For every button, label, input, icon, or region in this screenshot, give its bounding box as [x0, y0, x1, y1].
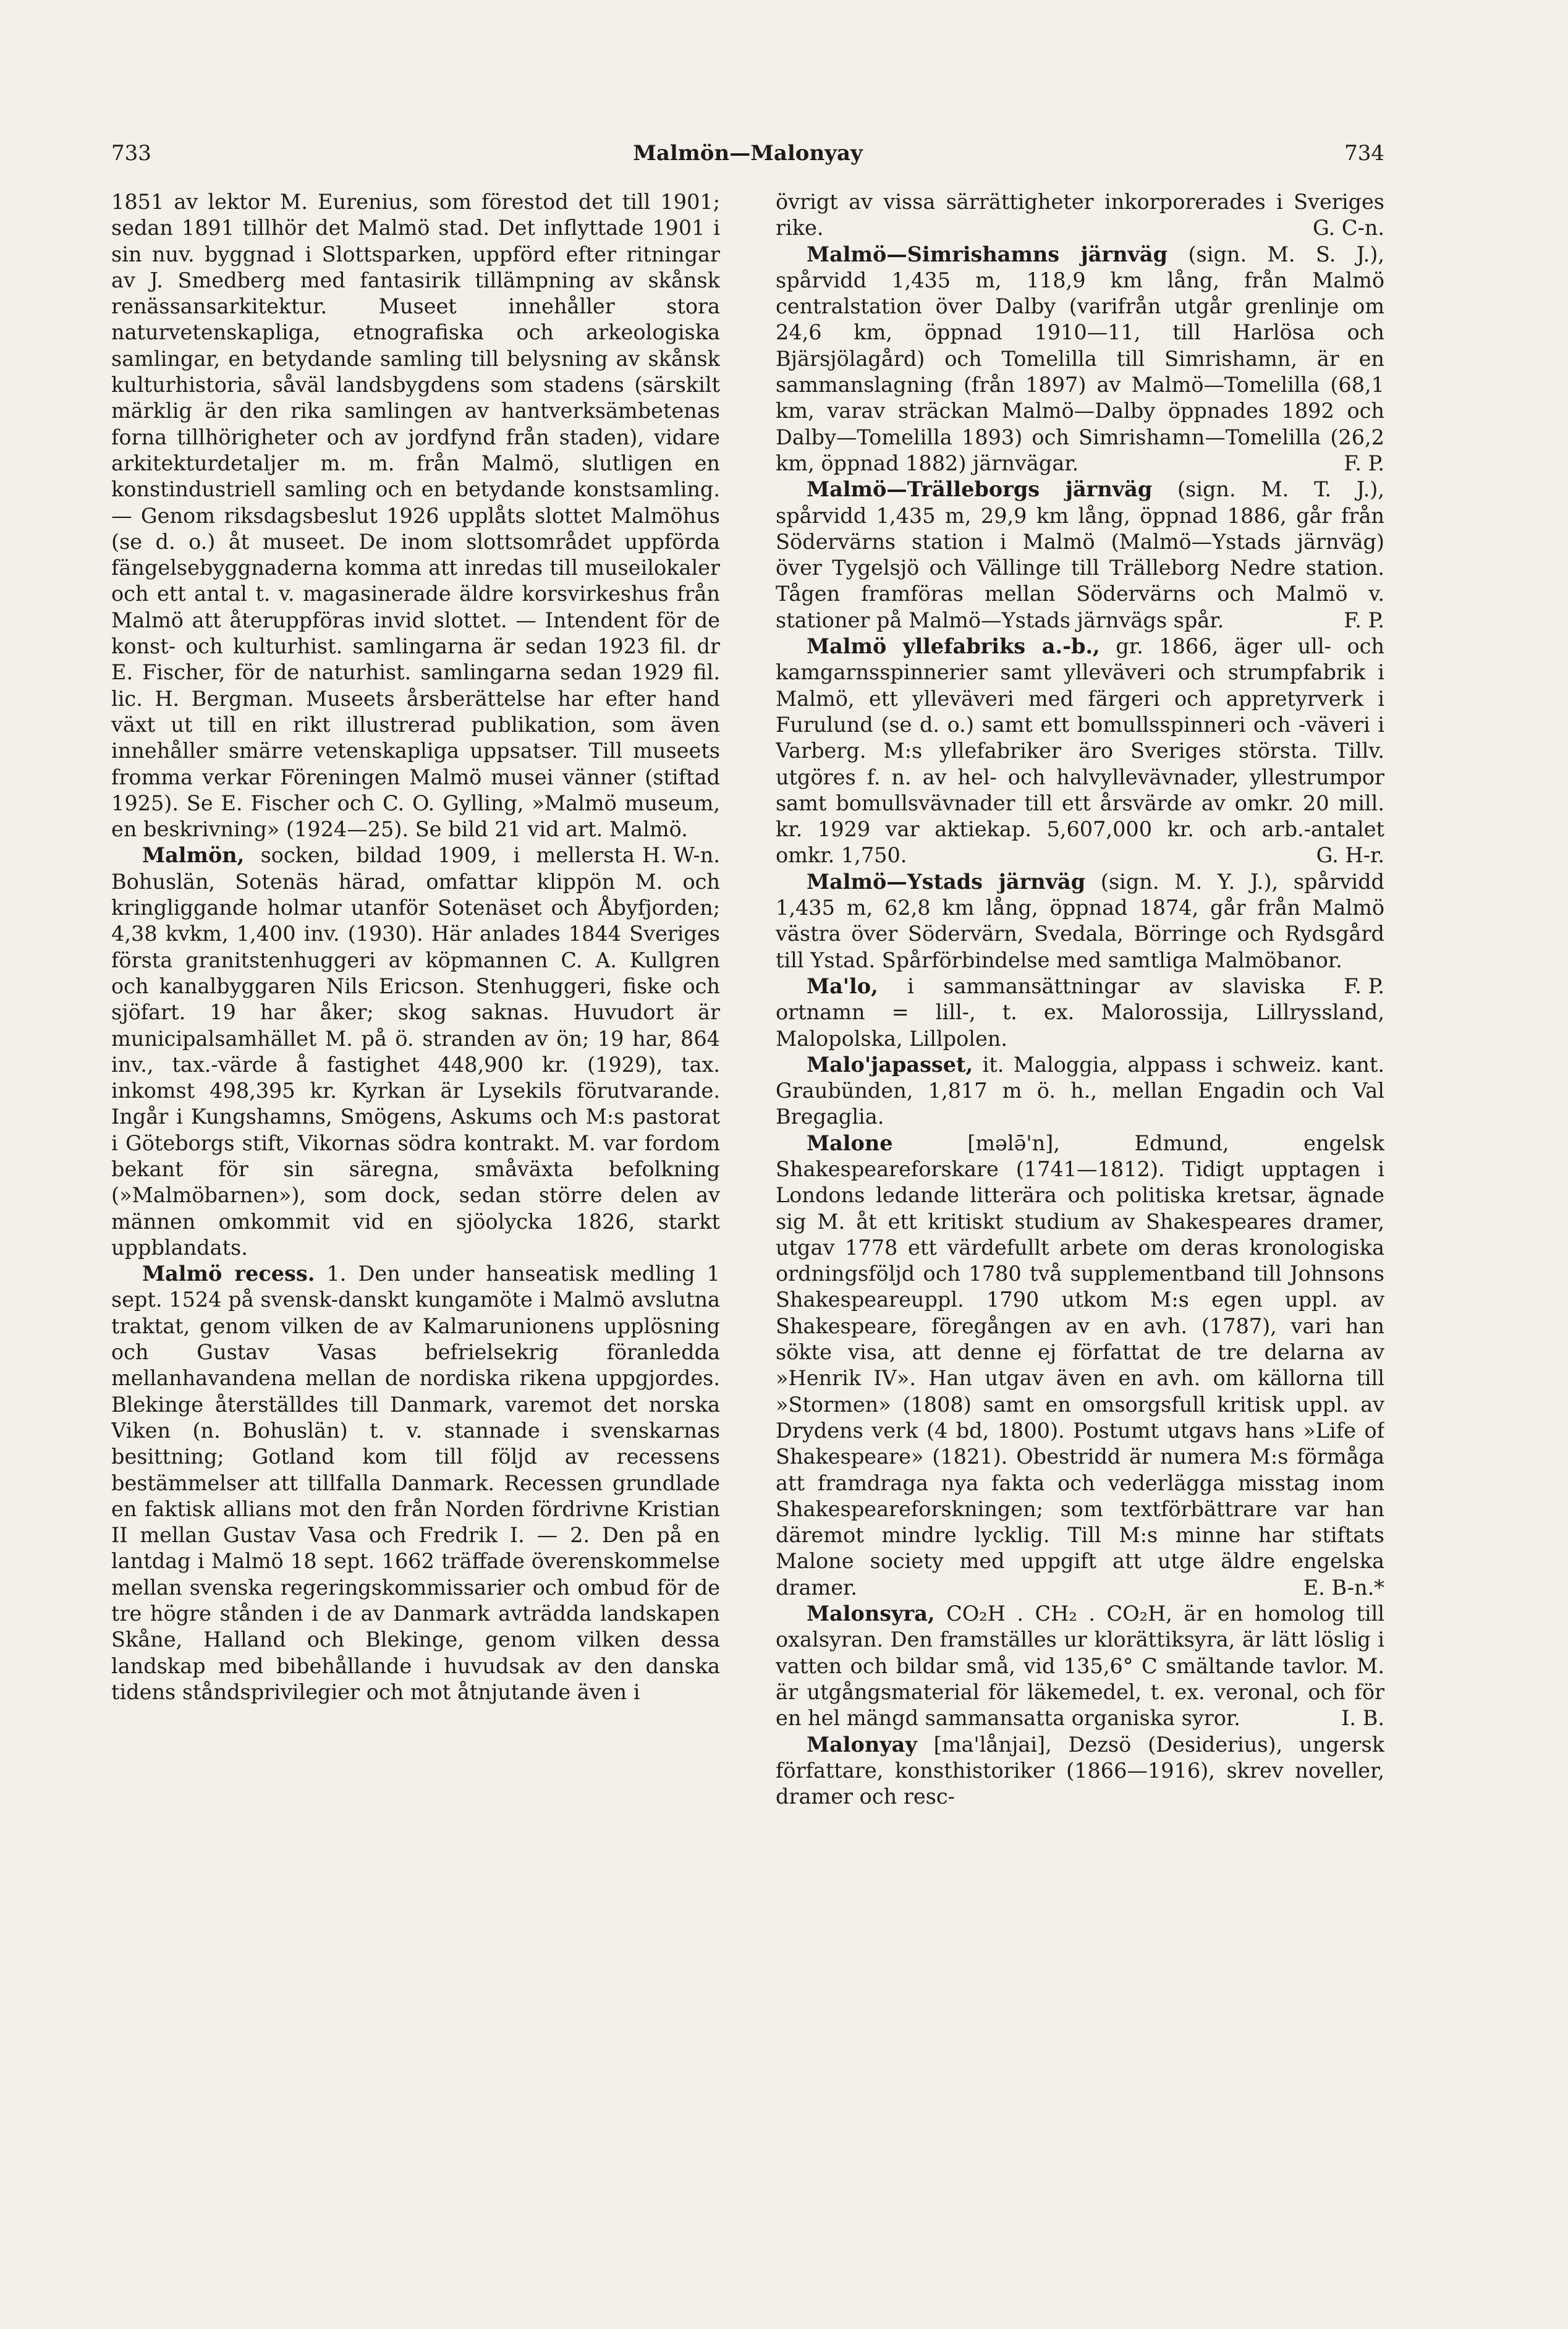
- entry-malone: [776, 1131, 1384, 1601]
- entry-simrishamns-jarnvag: [776, 242, 1384, 477]
- entry-text: CO₂H . CH₂ . CO₂H, är en homolog till oxalsyran. Den framställes ur klorättiksyra, är lätt löslig i vatten och bildar små, vid 135,6° C smältande tavlor. M. är utgångsmaterial för läkemedel, t. ex. veronal, och för en hel mängd sammansatta organiska syror.: [776, 1601, 1384, 1731]
- entry-signature: H. W-n.: [642, 843, 720, 868]
- entry-headword: Malmö—Ystads järnväg: [807, 869, 1086, 894]
- page-number-right: 734: [1344, 141, 1384, 166]
- entry-text: (sign. M. T. J.), spårvidd 1,435 m, 29,9 km lång, öppnad 1886, går från Södervärns station i Malmö (Malmö—Ystads järnväg) över Tygelsjö och Vällinge till Trälleborg Nedre station. Tågen framföras mellan Södervärns och Malmö v. stationer på Malmö—Ystads järnvägs spår.: [776, 477, 1384, 632]
- entry-signature: G. C-n.: [1312, 216, 1384, 240]
- entry-signature: E. B-n.*: [1303, 1575, 1384, 1600]
- entry-text: socken, bildad 1909, i mellersta Bohuslän, Sotenäs härad, omfattar klippön M. och kringliggande holmar utanför Sotenäset och Åbyfjorden; 4,38 kvkm, 1,400 inv. (1930). Här anlades 1844 Sveriges första granitstenhuggeri av köpmannen C. A. Kullgren och kanalbyggaren Nils Ericson. Stenhuggeri, fiske och sjöfart. 19 har åker; skog saknas. Huvudort är municipalsamhället M. på ö. stranden av ön; 19 har, 864 inv., tax.-värde å fastighet 448,900 kr. (1929), tax. inkomst 498,395 kr. Kyrkan är Lysekils förutvarande. Ingår i Kungshamns, Smögens, Askums och M:s pastorat i Göteborgs stift, Vikornas södra kontrakt. M. var fordom bekant för sin säregna, småväxta befolkning (»Malmöbarnen»), som dock, sedan större delen av männen omkommit vid en sjöolycka 1826, starkt uppblandats.: [111, 843, 720, 1260]
- entry-yllefabriks: [776, 634, 1384, 869]
- entry-malo: [776, 974, 1384, 1052]
- entry-malonsyra: [776, 1601, 1384, 1731]
- entry-malmon: [111, 842, 720, 1261]
- entry-text: (sign. M. S. J.), spårvidd 1,435 m, 118,9 km lång, från Malmö centralstation över Dalby (varifrån utgår grenlinje om 24,6 km, öppnad 1910—11, till Harlösa och Bjärsjölagård) och Tomelilla till Simrishamn, är en sammanslagning (från 1897) av Malmö—Tomelilla (68,1 km, varav sträckan Malmö—Dalby öppnades 1892 och Dalby—Tomelilla 1893) och Simrishamn—Tomelilla (26,2 km, öppnad 1882) järnvägar.: [776, 242, 1384, 475]
- entry-headword: Malmö—Simrishamns järnväg: [807, 242, 1168, 266]
- entry-signature: F. P.: [1344, 974, 1384, 998]
- entry-headword: Malmön,: [142, 843, 245, 868]
- entry-signature: G. H-r.: [1316, 843, 1384, 868]
- entry-trelleborgs-jarnvag: [776, 477, 1384, 634]
- entry-text: övrigt av vissa särrättigheter inkorporerades i Sveriges rike.: [776, 190, 1384, 240]
- entry-signature: F. P.: [1344, 608, 1384, 632]
- entry-text: (sign. M. Y. J.), spårvidd 1,435 m, 62,8 km lång, öppnad 1874, går från Malmö västra över Södervärn, Svedala, Börringe och Rydsgård till Ystad. Spårförbindelse med samtliga Malmöbanor.: [776, 869, 1384, 972]
- entry-signature: I. B.: [1341, 1706, 1384, 1731]
- entry-text: 1851 av lektor M. Eurenius, som förestod det till 1901; sedan 1891 tillhör det Malmö stad. Det inflyttade 1901 i sin nuv. byggnad i Slottsparken, uppförd efter ritningar av J. Smedberg med fantasirik tillämpning av skånsk renässansarkitektur. Museet innehåller stora naturvetenskapliga, etnografiska och arkeologiska samlingar, en betydande samling till belysning av skånsk kulturhistoria, såväl landsbygdens som stadens (särskilt märklig är den rika samlingen av hantverksämbetenas forna tillhörigheter och av jordfynd från staden), vidare arkitekturdetaljer m. m. från Malmö, slutligen en konstindustriell samling och en betydande konstsamling. — Genom riksdagsbeslut 1926 upplåts slottet Malmöhus (se d. o.) åt museet. De inom slottsområdet uppförda fängelsebyggnaderna komma att inredas till museilokaler och ett antal t. v. magasinerade äldre korsvirkeshus från Malmö att återuppföras invid slottet. — Intendent för de konst- och kulturhist. samlingarna är sedan 1923 fil. dr E. Fischer, för de naturhist. samlingarna sedan 1929 fil. lic. H. Bergman. Museets årsberättelse har efter hand växt ut till en rikt illustrerad publikation, som även innehåller smärre vetenskapliga uppsatser. Till museets fromma verkar Föreningen Malmö musei vänner (stiftad 1925). Se E. Fischer och C. O. Gylling, »Malmö museum, en beskrivning» (1924—25). Se bild 21 vid art. Malmö.: [111, 190, 720, 842]
- entry-text: gr. 1866, äger ull- och kamgarnsspinnerier samt ylleväveri och strumpfabrik i Malmö, ett ylleväveri med färgeri och appretyrverk i Furulund (se d. o.) samt ett bomullsspinneri och -väveri i Varberg. M:s yllefabriker äro Sveriges största. Tillv. utgöres f. n. av hel- och halvyllevävnader, yllestrumpor samt bomullsvävnader till ett årsvärde av omkr. 20 mill. kr. 1929 var aktiekap. 5,607,000 kr. och arb.-antalet omkr. 1,750.: [776, 634, 1384, 868]
- entry-text: it. Maloggia, alppass i schweiz. kant. Graubünden, 1,817 m ö. h., mellan Engadin och Val Bregaglia.: [776, 1052, 1384, 1129]
- entry-headword: Malmö yllefabriks a.-b.,: [807, 634, 1100, 659]
- entry-text: [ma'lånjai], Dezsö (Desiderius), ungersk författare, konsthistoriker (1866—1916), skrev noveller, dramer och resc-: [776, 1732, 1384, 1809]
- entry-text: 1. Den under hanseatisk medling 1 sept. 1524 på svensk-danskt kungamöte i Malmö avslutna traktat, genom vilken de av Kalmarunionens upplösning och Gustav Vasas befrielsekrig föranledda mellanhavandena mellan de nordiska rikena uppgjordes. Blekinge återställdes till Danmark, varemot det norska Viken (n. Bohuslän) t. v. stannade i svenskarnas besittning; Gotland kom till följd av recessens bestämmelser att tillfalla Danmark. Recessen grundlade en faktisk allians mot den från Norden fördrivne Kristian II mellan Gustav Vasa och Fredrik I. — 2. Den på en lantdag i Malmö 18 sept. 1662 träffade överenskommelse mellan svenska regeringskommissarier och ombud för de tre högre stånden i de av Danmark avträdda landskapen Skåne, Halland och Blekinge, genom vilken dessa landskap med bibehållande i huvudsak av den danska tidens ståndsprivilegier och mot åtnjutande även i: [111, 1262, 720, 1704]
- entry-headword: Malo'japasset,: [807, 1052, 973, 1077]
- entry-malmo-recess: [111, 1261, 720, 1705]
- entry-signature: F. P.: [1344, 451, 1384, 475]
- entry-malojapasset: [776, 1052, 1384, 1131]
- entry-headword: Malmö—Trälleborgs järnväg: [807, 477, 1153, 502]
- right-column: [776, 189, 1384, 2223]
- page-header: [111, 141, 1384, 178]
- page-number-left: 733: [111, 141, 151, 166]
- entry-headword: Malonsyra,: [807, 1601, 935, 1626]
- entry-malonyay: [776, 1732, 1384, 1810]
- entry-text: i sammansättningar av slaviska ortnamn = lill-, t. ex. Malorossija, Lillryssland, Malopolska, Lillpolen.: [776, 974, 1384, 1051]
- entry-continuation: [776, 189, 1384, 242]
- entry-text: [mələ̄'n], Edmund, engelsk Shakespeareforskare (1741—1812). Tidigt upptagen i Londons ledande litterära och politiska kretsar, ägnade sig M. åt ett kritiskt studium av Shakespeares dramer, utgav 1778 ett värdefullt arbete om deras kronologiska ordningsföljd och 1780 två supplementband till Johnsons Shakespeareuppl. 1790 utkom M:s egen uppl. av Shakespeare, föregången av en avh. (1787), vari han sökte visa, att denne ej författat de tre delarna av »Henrik IV». Han utgav även en avh. om källorna till »Stormen» (1808) samt en omsorgsfull kritisk uppl. av Drydens verk (4 bd, 1800). Postumt utgavs hans »Life of Shakespeare» (1821). Obestridd är numera M:s förmåga att framdraga nya fakta och vederlägga misstag inom Shakespeareforskningen; som textförbättrare var han däremot mindre lycklig. Till M:s minne har stiftats Malone society med uppgift att utge äldre engelska dramer.: [776, 1131, 1384, 1600]
- entry-headword: Malone: [807, 1131, 893, 1155]
- left-column: [111, 189, 720, 2223]
- entry-headword: Malmö recess.: [142, 1262, 315, 1286]
- running-head: Malmön—Malonyay: [633, 141, 863, 166]
- entry-headword: Ma'lo,: [807, 974, 878, 998]
- entry-headword: Malonyay: [807, 1732, 917, 1757]
